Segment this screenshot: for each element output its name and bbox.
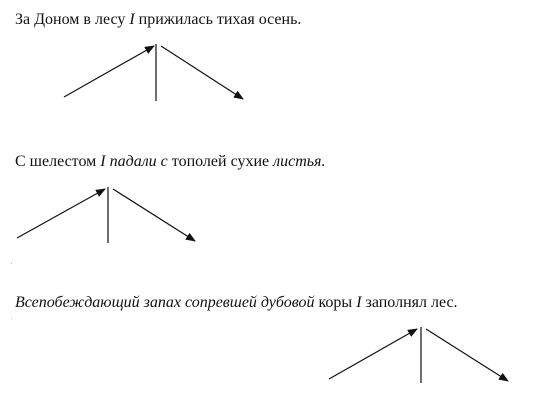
- rise-arrow-icon: [17, 189, 105, 238]
- intonation-diagram-1: [60, 40, 250, 105]
- intonation-diagram-2: [13, 183, 203, 245]
- sentence-3-part-3: I: [356, 294, 362, 311]
- fall-arrow-icon: [113, 189, 195, 241]
- rise-arrow-icon: [64, 46, 154, 97]
- sentence-1: [15, 10, 301, 30]
- rise-arrow-icon: [329, 329, 417, 379]
- sentence-1-part-2: I: [129, 11, 135, 28]
- sentence-3-part-1: Всепобеждающий запах сопревшей дубовой: [15, 294, 315, 311]
- sentence-1-part-1: За Доном в лесу: [15, 11, 130, 28]
- sentence-3: [15, 293, 458, 313]
- stray-dot: [11, 318, 12, 319]
- fall-arrow-icon: [426, 329, 508, 381]
- sentence-1-part-3: прижилась тихая осень.: [134, 11, 302, 28]
- sentence-2-part-3: тополей сухие: [167, 153, 274, 170]
- fall-arrow-icon: [161, 46, 243, 99]
- sentence-2-part-2: I падали с: [100, 153, 168, 170]
- sentence-2-part-4: листья.: [273, 153, 326, 170]
- sentence-3-part-4: заполнял лес.: [361, 294, 458, 311]
- sentence-3-part-2: коры: [314, 294, 357, 311]
- sentence-2-part-1: С шелестом: [15, 153, 101, 170]
- stray-dot: [11, 263, 12, 264]
- intonation-diagram-3: [325, 323, 515, 386]
- sentence-2: [15, 152, 325, 172]
